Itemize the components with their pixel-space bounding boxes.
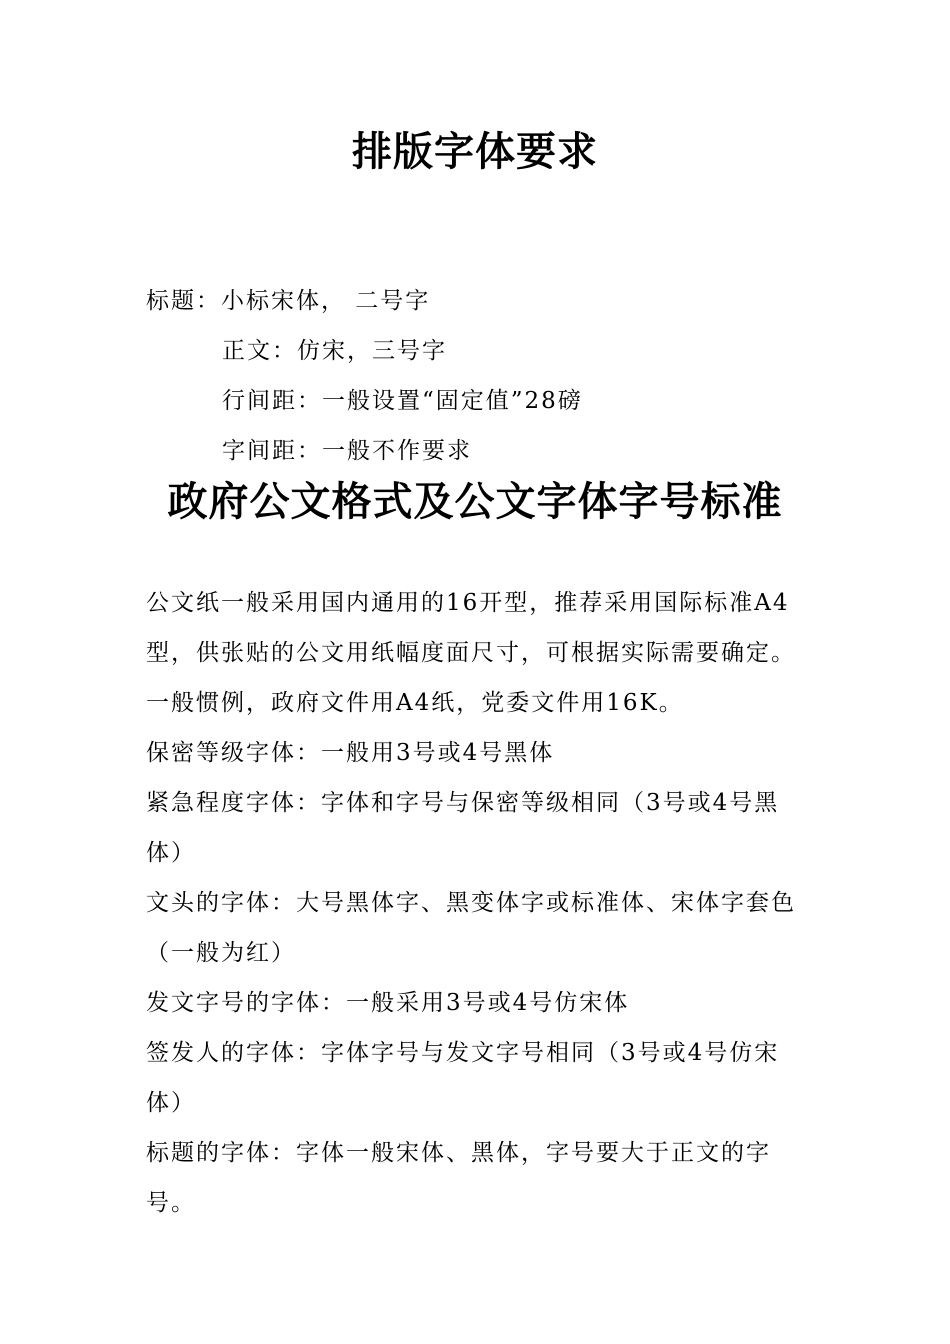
requirement-line-spacing: 行间距：一般设置“固定值”28磅	[222, 388, 583, 414]
requirement-char-spacing: 字间距：一般不作要求	[222, 438, 472, 464]
paragraph-header-font: 文头的字体：大号黑体字、黑变体字或标准体、宋体字套色（一般为红）	[146, 890, 796, 966]
document-body	[146, 578, 806, 1228]
requirement-title-font: 标题：小标宋体， 二号字	[146, 288, 431, 314]
document-title: 排版字体要求	[352, 128, 598, 175]
paragraph-paper-size: 公文纸一般采用国内通用的16开型，推荐采用国际标准A4型，供张贴的公文用纸幅度面尺寸，可根据实际需要确定。一般惯例，政府文件用A4纸，党委文件用16K。	[146, 590, 796, 716]
paragraph-title-font: 标题的字体：字体一般宋体、黑体，字号要大于正文的字号。	[146, 1140, 771, 1216]
requirement-body-font: 正文：仿宋，三号字	[222, 338, 447, 364]
section-title: 政府公文格式及公文字体字号标准	[167, 478, 783, 525]
paragraph-document-number: 发文字号的字体：一般采用3号或4号仿宋体	[146, 990, 630, 1016]
paragraph-urgency: 紧急程度字体：字体和字号与保密等级相同（3号或4号黑体）	[146, 790, 780, 866]
paragraph-signer: 签发人的字体：字体字号与发文字号相同（3号或4号仿宋体）	[146, 1040, 780, 1116]
paragraph-security-level: 保密等级字体：一般用3号或4号黑体	[146, 740, 555, 766]
